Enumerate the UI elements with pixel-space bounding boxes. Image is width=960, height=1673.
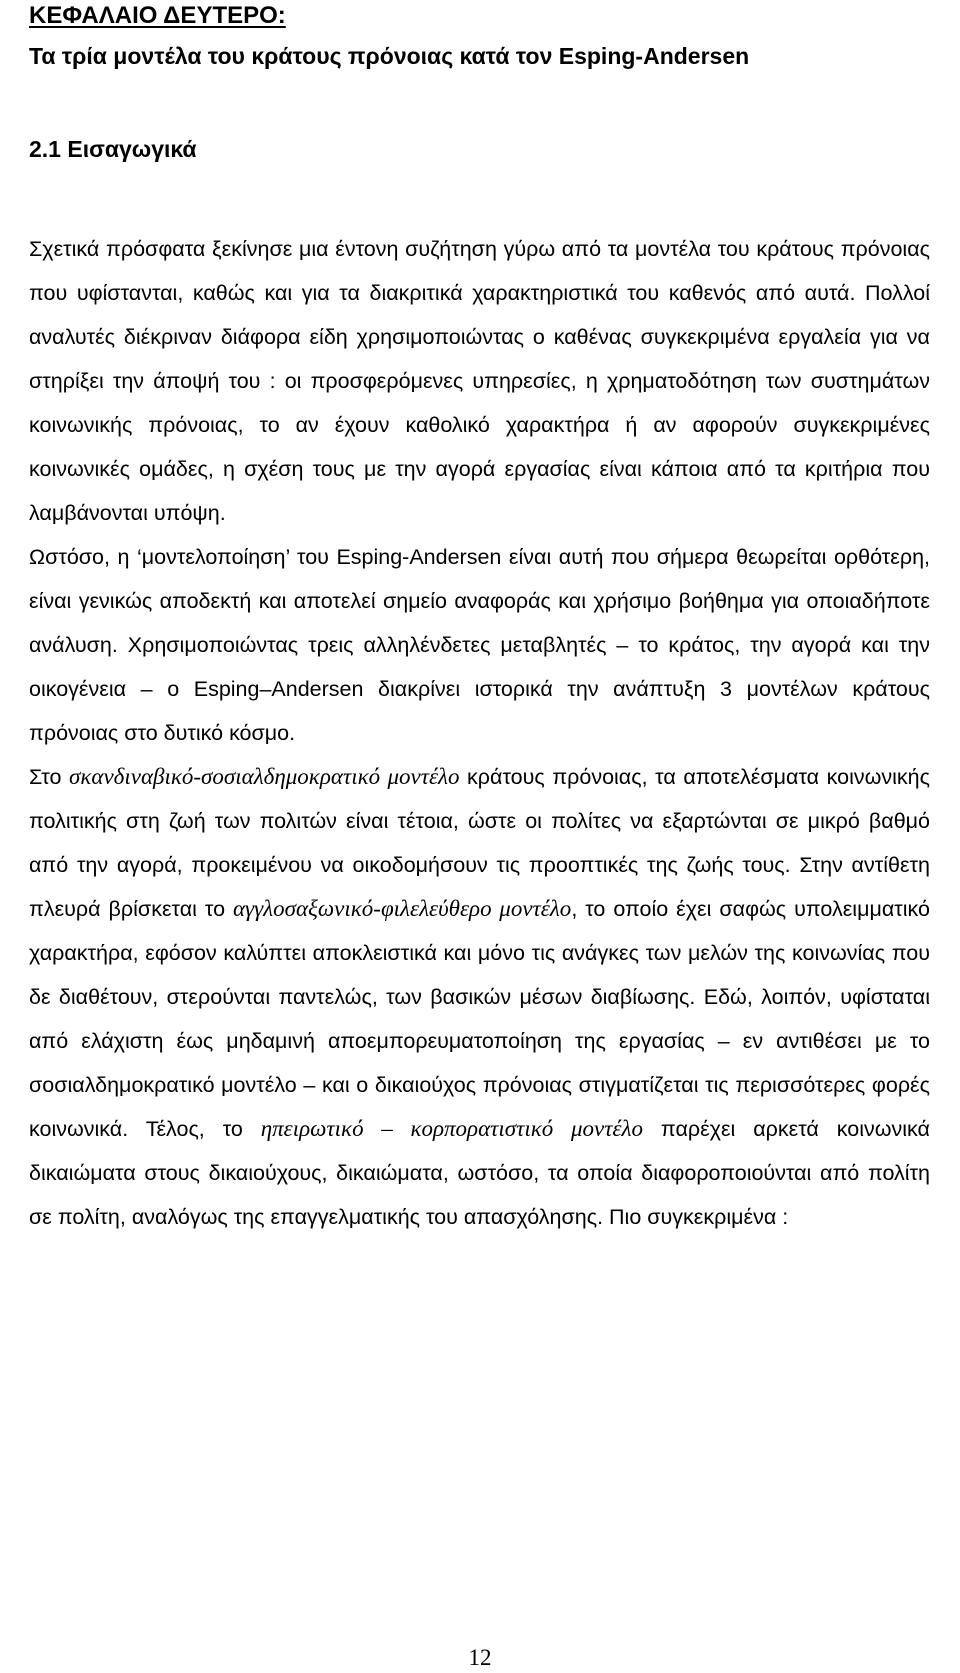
continental-model-term: ηπειρωτικό – κορπορατιστικό μοντέλο [260, 1116, 643, 1141]
text-segment: , το οποίο έχει σαφώς υπολειμματικό χαρακτήρα, εφόσον καλύπτει αποκλειστικά και μόνο τις ανάγκες των μελών της κοινωνίας που δε διαθέτουν, στερούνται παντελώς, των βασικών μέσων διαβίωσης. Εδώ, λοιπόν, υφίσταται από ελάχιστη έως μηδαμινή αποεμπορευματοποίηση της εργασίας – εν αντιθέσει με το σοσιαλδημοκρατικό μοντέλο – και ο δικαιούχος πρόνοιας στιγματίζεται τις περισσότερες φορές κοινωνικά. Τέλος, το [29, 897, 930, 1141]
text-segment: κράτους πρόνοιας, τα αποτελέσματα κοινωνικής πολιτικής στη ζωή των πολιτών είναι τέτοια, ώστε οι πολίτες να εξαρτώνται σε μικρό βαθμό από την αγορά, προκειμένου να οικοδομήσουν τις προοπτικές της ζωής τους. Στην αντίθετη πλευρά βρίσκεται το [29, 765, 930, 921]
chapter-subtitle: Τα τρία μοντέλα του κράτους πρόνοιας κατά τον Esping-Andersen [29, 43, 750, 69]
section-heading: 2.1 Εισαγωγικά [29, 136, 197, 162]
page-number: 12 [468, 1645, 492, 1670]
chapter-title: ΚΕΦΑΛΑΙΟ ΔΕΥΤΕΡΟ: [29, 2, 286, 29]
anglosaxon-model-term: αγγλοσαξωνικό-φιλελεύθερο μοντέλο [232, 896, 572, 921]
paragraph-esping-andersen: Ωστόσο, η ‘μοντελοποίηση’ του Esping-Andersen είναι αυτή που σήμερα θεωρείται ορθότερη, είναι γενικώς αποδεκτή και αποτελεί σημείο αναφοράς και χρήσιμο βοήθημα για οποιαδήποτε ανάλυση. Χρησιμοποιώντας τρεις αλληλένδετες μεταβλητές – το κράτος, την αγορά και την οικογένεια – ο Esping–Andersen διακρίνει ιστορικά την ανάπτυξη 3 μοντέλων κράτους πρόνοιας στο δυτικό κόσμο. [29, 545, 930, 745]
body-text [29, 227, 930, 1239]
text-segment: Στο [29, 765, 69, 789]
paragraph-intro: Σχετικά πρόσφατα ξεκίνησε μια έντονη συζήτηση γύρω από τα μοντέλα του κράτους πρόνοιας που υφίστανται, καθώς και για τα διακριτικά χαρακτηριστικά του καθενός από αυτά. Πολλοί αναλυτές διέκριναν διάφορα είδη χρησιμοποιώντας ο καθένας συγκεκριμένα εργαλεία για να στηρίξει την άποψή του : οι προσφερόμενες υπηρεσίες, η χρηματοδότηση των συστημάτων κοινωνικής πρόνοιας, το αν έχουν καθολικό χαρακτήρα ή αν αφορούν συγκεκριμένες κοινωνικές ομάδες, η σχέση τους με την αγορά εργασίας είναι κάποια από τα κριτήρια που λαμβάνονται υπόψη. [29, 237, 930, 525]
paragraph-three-models [29, 755, 930, 1239]
text-segment: παρέχει αρκετά κοινωνικά δικαιώματα στους δικαιούχους, δικαιώματα, ωστόσο, τα οποία διαφοροποιούνται από πολίτη σε πολίτη, αναλόγως της επαγγελματικής του απασχόλησης. Πιο συγκεκριμένα : [29, 1117, 930, 1229]
scandinavian-model-term: σκανδιναβικό-σοσιαλδημοκρατικό μοντέλο [68, 764, 460, 789]
